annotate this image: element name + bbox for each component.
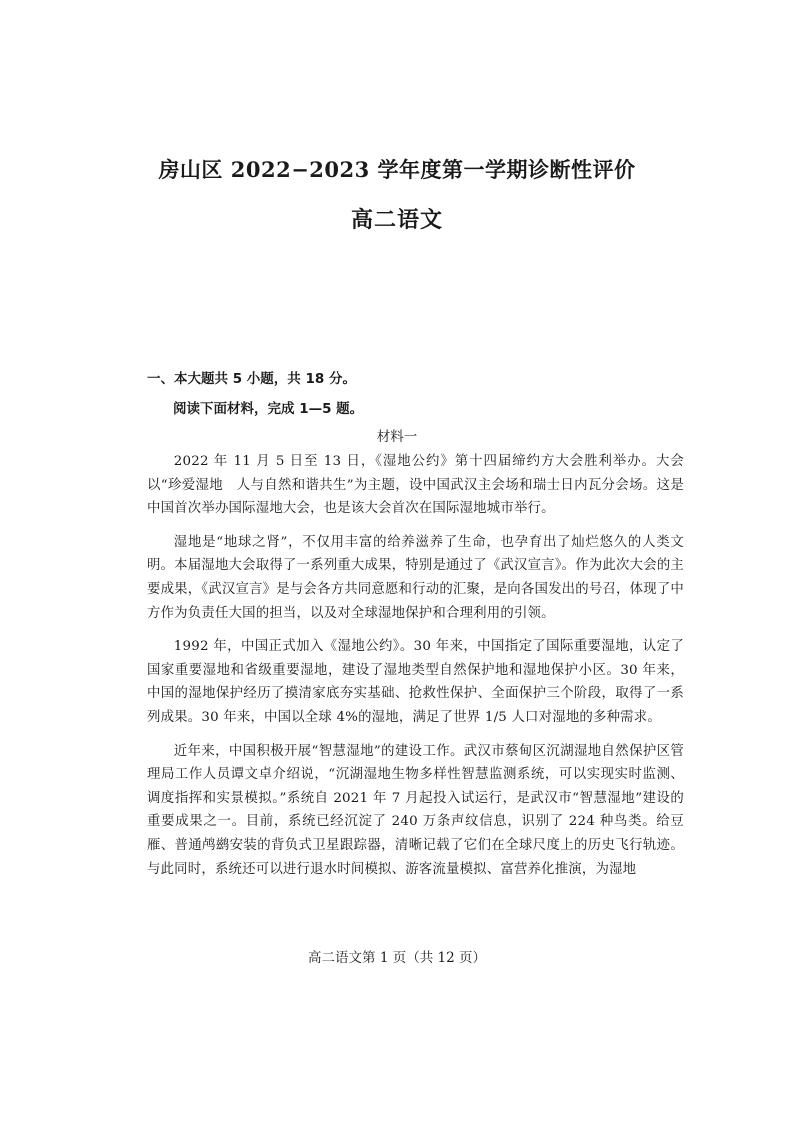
paragraph: 近年来，中国积极开展“智慧湿地”的建设工作。武汉市蔡甸区沉湖湿地自然保护区管理局工作人员谭文卓介绍说，“沉湖湿地生物多样性智慧监测系统，可以实现实时监测、调度指挥和实景模拟。”系统自 2021 年 7 月起投入试运行，是武汉市“智慧湿地”建设的重要成果之一。目前，系统已经沉淀了 240 万条声纹信息，识别了 224 种鸟类。给豆雁、普通鸬鹚安装的背负式卫星跟踪器，清晰记载了它们在全球尺度上的历史飞行轨迹。与此同时，系统还可以进行退水时间模拟、游客流量模拟、富营养化推演，为湿地 <box>147 743 684 877</box>
page-footer: 高二语文第 1 页（共 12 页） <box>308 950 486 966</box>
material-body <box>147 450 684 891</box>
exam-title: 房山区 2022−2023 学年度第一学期诊断性评价 <box>158 157 636 182</box>
material-title: 材料一 <box>376 429 418 445</box>
paragraph: 1992 年，中国正式加入《湿地公约》。30 年来，中国指定了国际重要湿地，认定了国家重要湿地和省级重要湿地，建设了湿地类型自然保护地和湿地保护小区。30 年来，中国的湿地保护经历了摸清家底夯实基础、抢救性保护、全面保护三个阶段，取得了一系列成果。30 年来，中国以全球 4%的湿地，满足了世界 1/5 人口对湿地的多种需求。 <box>147 639 684 725</box>
subject-title: 高二语文 <box>350 207 443 233</box>
reading-instruction: 阅读下面材料，完成 1—5 题。 <box>173 401 364 417</box>
paragraph: 湿地是“地球之肾”，不仅用丰富的给养滋养了生命，也孕育出了灿烂悠久的人类文明。本届湿地大会取得了一系列重大成果，特别是通过了《武汉宣言》。作为此次大会的主要成果，《武汉宣言》是与会各方共同意愿和行动的汇聚，是向各国发出的号召，体现了中方作为负责任大国的担当，以及对全球湿地保护和合理利用的引领。 <box>147 534 684 621</box>
section-heading: 一、本大题共 5 小题，共 18 分。 <box>147 371 356 387</box>
paragraph: 2022 年 11 月 5 日至 13 日，《湿地公约》第十四届缔约方大会胜利举办。大会以“珍爱湿地 人与自然和谐共生”为主题，设中国武汉主会场和瑞士日内瓦分会场。这是中国首次举办国际湿地大会，也是该大会首次在国际湿地城市举行。 <box>147 454 684 517</box>
